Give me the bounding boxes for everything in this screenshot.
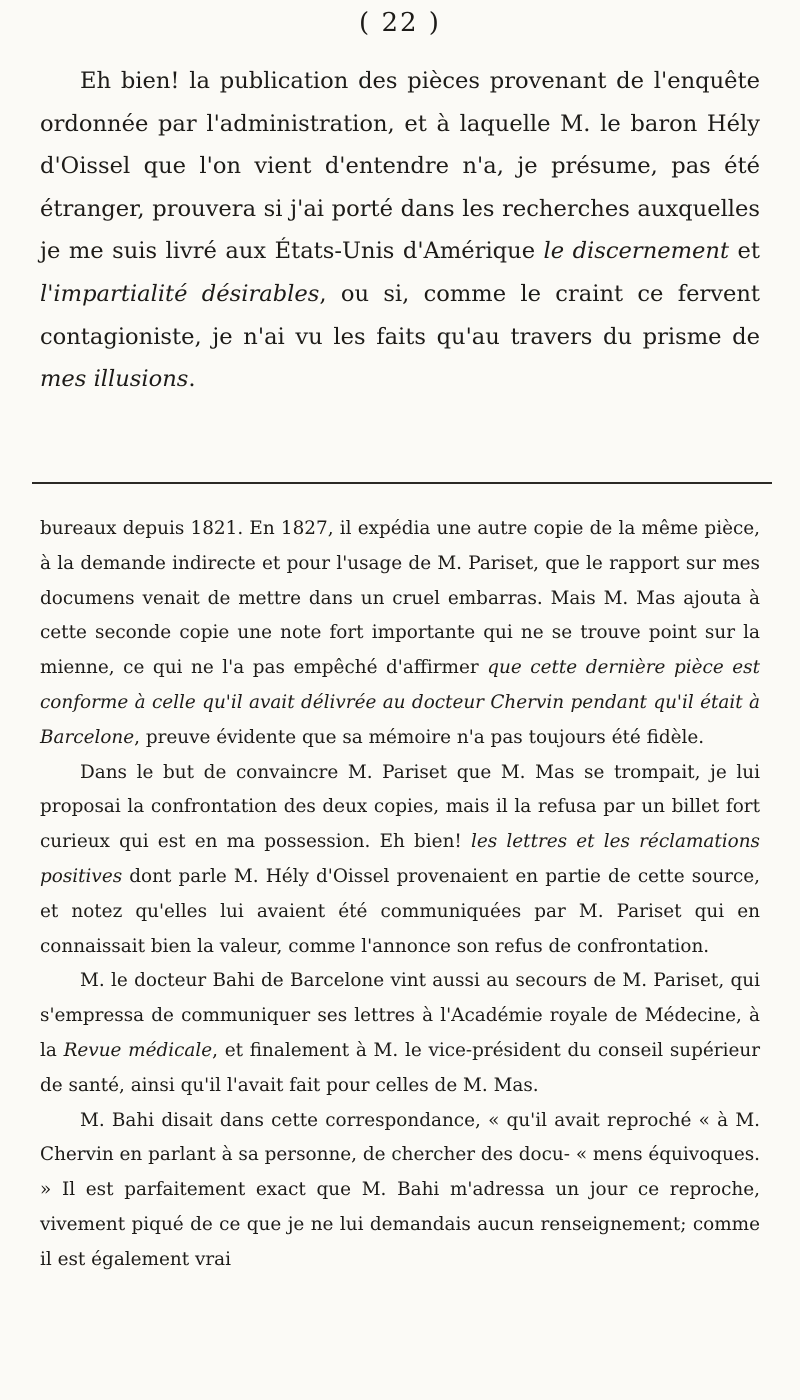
footnote-paragraph: M. Bahi disait dans cette correspondance, « qu'il avait reproché « à M. Chervin en parlant à sa personne, de chercher des docu- « mens équivoques. » Il est parfaitement exact que M. Bahi m'adressa un jour ce reproche, vivement piqué de ce que je ne lui demandais aucun renseignement; comme il est également vrai xyxy=(40,1109,761,1270)
main-paragraph: Eh bien! la publication des pièces provenant de l'enquête ordonnée par l'administration, et à laquelle M. le baron Hély d'Oissel que l'on vient d'entendre n'a, je présume, pas été étranger, prouvera si j'ai porté dans les recherches auxquelles je me suis livré aux États-Unis d'Amérique le discernement et l'impartialité désirables, ou si, comme le craint ce fervent contagioniste, je n'ai vu les faits qu'au travers du prisme de mes illusions. xyxy=(40,68,761,393)
italic-phrase: l'impartialité désirables xyxy=(40,280,320,307)
italic-phrase: le discernement xyxy=(543,238,730,265)
page-number: ( 22 ) xyxy=(359,8,441,38)
italic-phrase: mes illusions xyxy=(40,366,189,393)
italic-phrase: Revue médicale xyxy=(63,1039,213,1061)
footnote-paragraph: Dans le but de convaincre M. Pariset que M. Mas se trompait, je lui proposai la confrontation des deux copies, mais il la refusa par un billet fort curieux qui est en ma possession. Eh bien! les lettres et les réclamations positives dont parle M. Hély d'Oissel provenaient en partie de cette source, et notez qu'elles lui avaient été communiquées par M. Pariset qui en connaissait bien la valeur, comme l'annonce son refus de confrontation. xyxy=(40,761,760,957)
main-text xyxy=(40,60,760,401)
italic-phrase: les lettres et les réclamations positives xyxy=(40,831,760,887)
italic-phrase: que cette dernière pièce est conforme à celle qu'il avait délivrée au docteur Chervin pendant qu'il était à Barcelone xyxy=(40,657,760,748)
footnote-paragraph: M. le docteur Bahi de Barcelone vint aussi au secours de M. Pariset, qui s'empressa de communiquer ses lettres à l'Académie royale de Médecine, à la Revue médicale, et finalement à M. le vice-président du conseil supérieur de santé, ainsi qu'il l'avait fait pour celles de M. Mas. xyxy=(40,970,760,1096)
footnote-separator xyxy=(32,482,772,484)
footnote-paragraph: bureaux depuis 1821. En 1827, il expédia une autre copie de la même pièce, à la demande indirecte et pour l'usage de M. Pariset, que le rapport sur mes documens venait de mettre dans un cruel embarras. Mais M. Mas ajouta à cette seconde copie une note fort importante qui ne se trouve point sur la mienne, ce qui ne l'a pas empêché d'affirmer que cette dernière pièce est conforme à celle qu'il avait délivrée au docteur Chervin pendant qu'il était à Barcelone, preuve évidente que sa mémoire n'a pas toujours été fidèle. xyxy=(40,518,760,748)
footnote xyxy=(40,512,760,1278)
